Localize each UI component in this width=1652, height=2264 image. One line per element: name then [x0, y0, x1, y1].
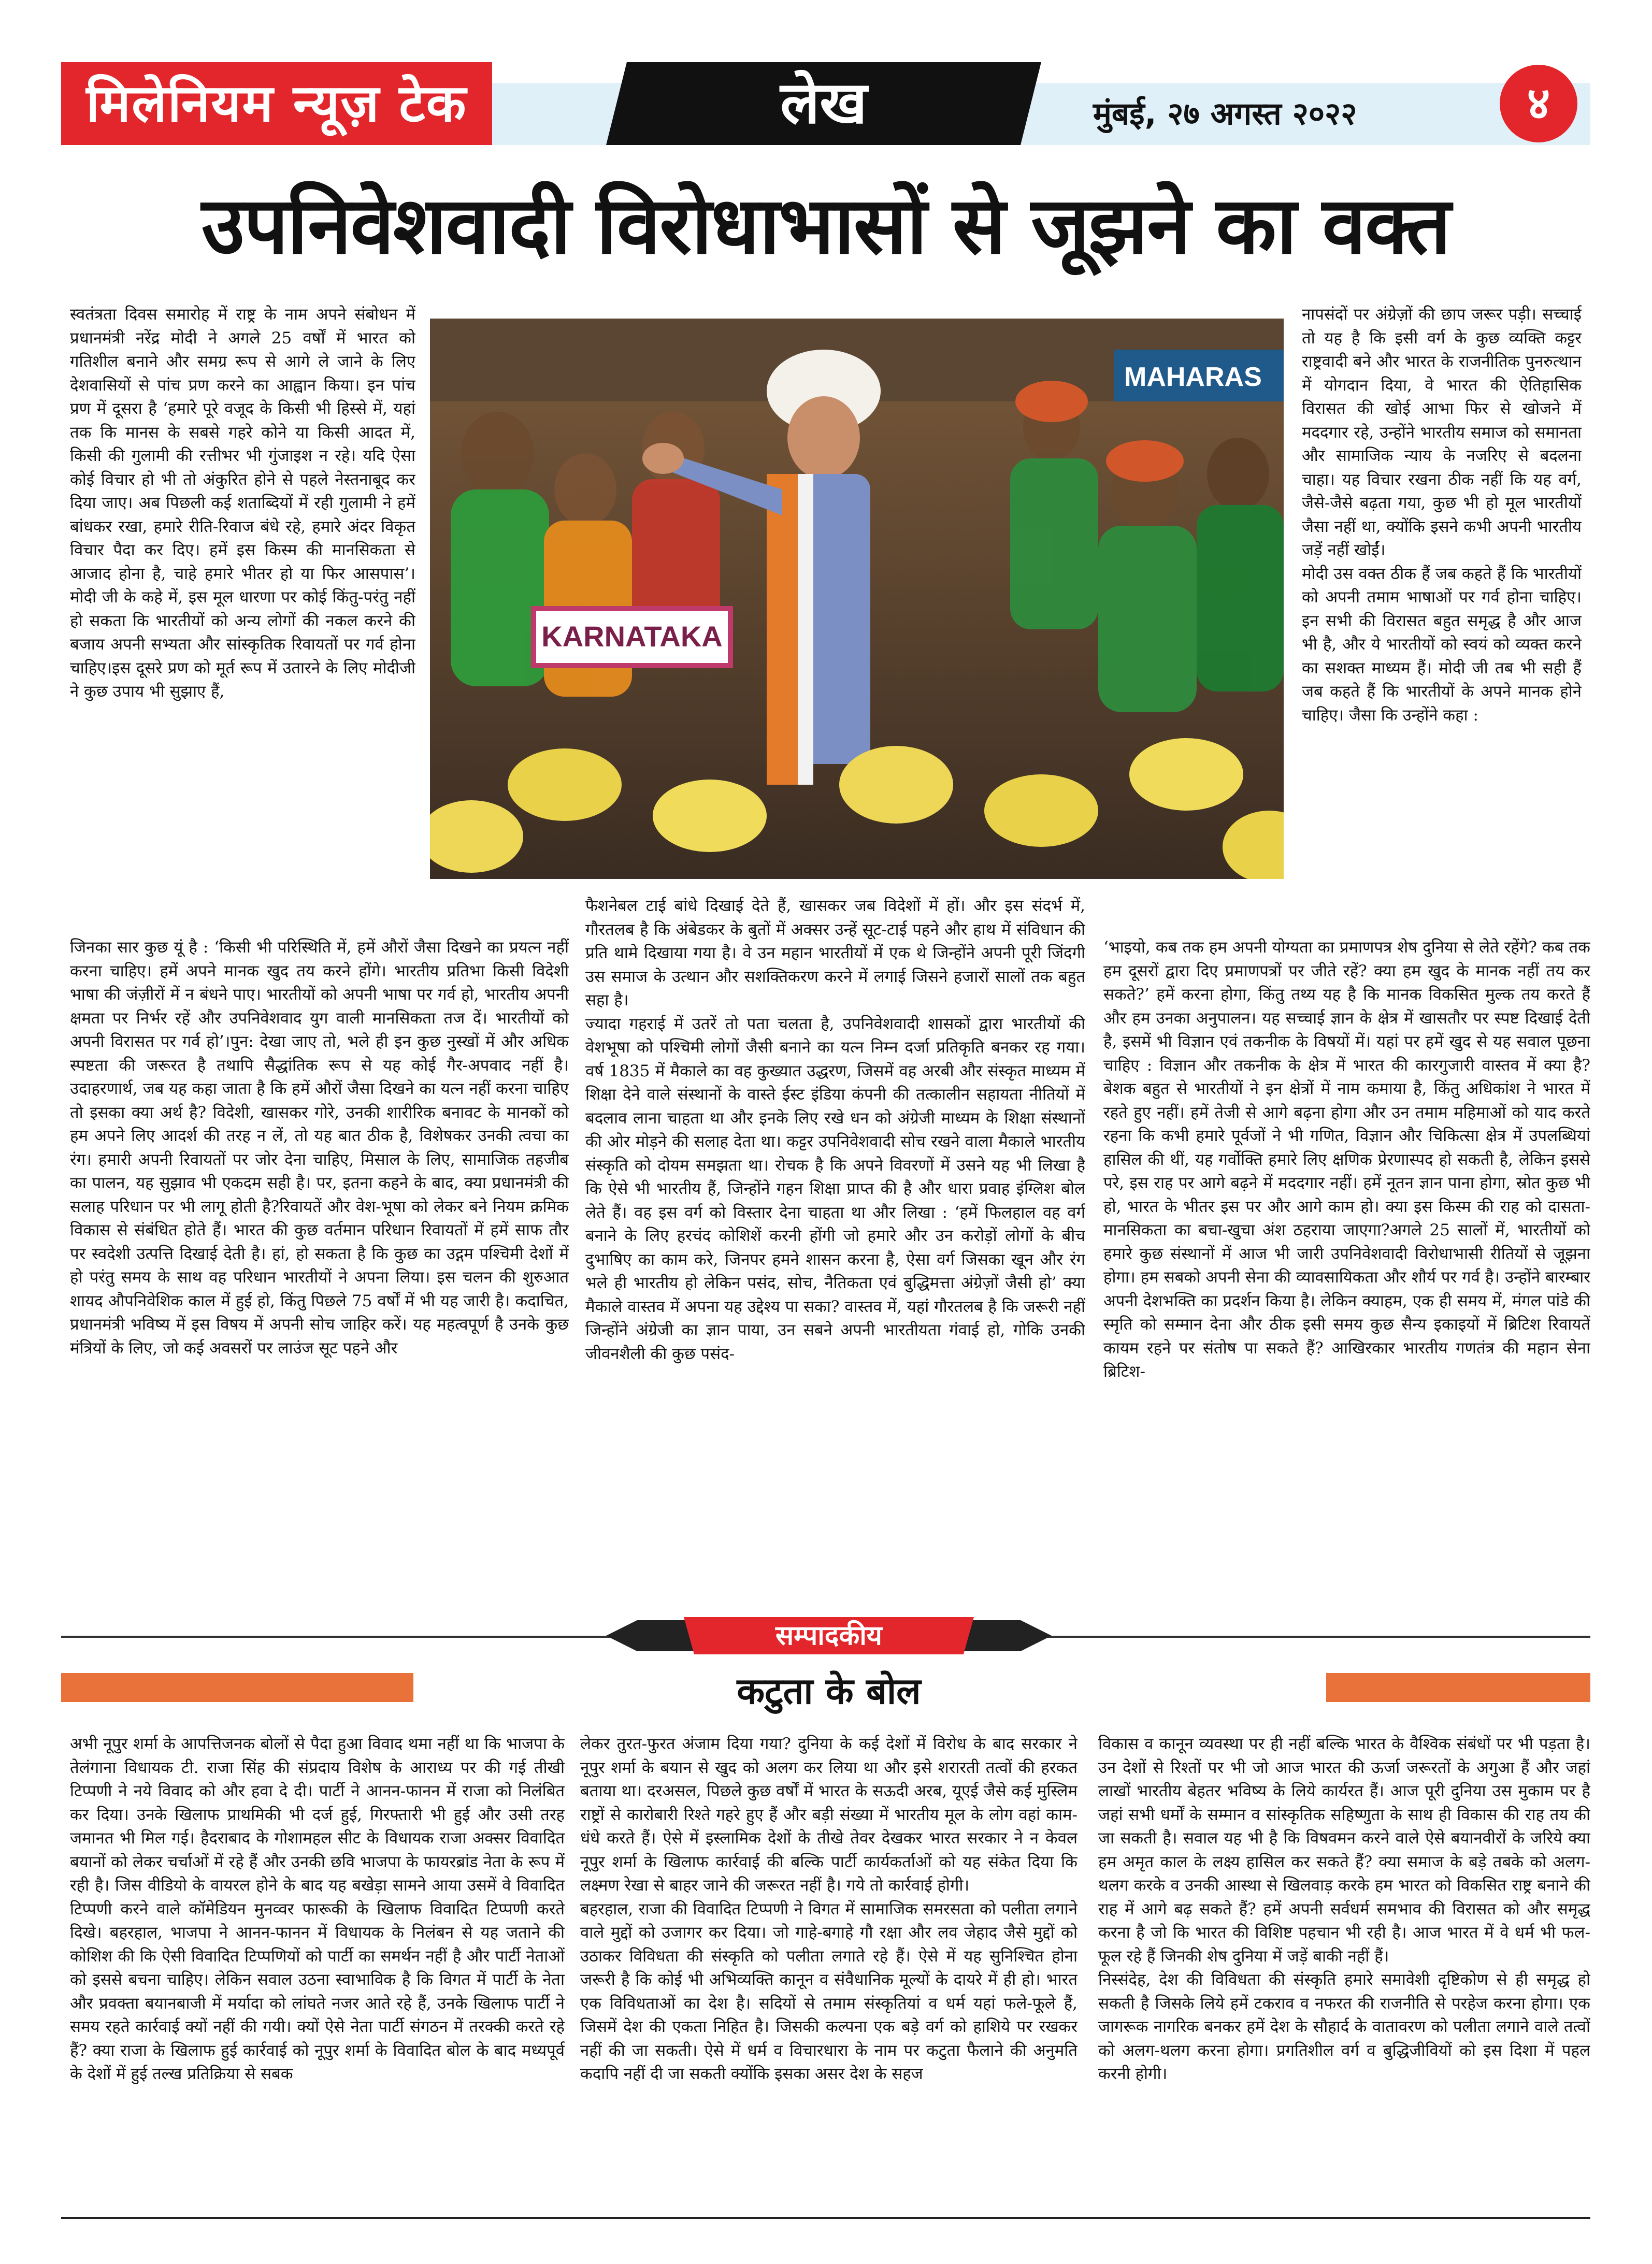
article-paragraph: मोदी उस वक्त ठीक हैं जब कहते हैं कि भारतीयों को अपनी तमाम भाषाओं पर गर्व होना चाहिए। इन सभी की विरासत बहुत समृद्ध है और आज भी है, और ये भारतीयों को स्वयं को व्यक्त करने का सशक्त माध्यम हैं। मोदी जी तब भी सही हैं जब कहते हैं कि भारतीयों के अपने मानक होने चाहिए। जैसा कि उन्होंने कहा : — [1302, 564, 1582, 725]
article-column-1-top — [70, 303, 415, 936]
article-headline: उपनिवेशवादी विरोधाभासों से जूझने का वक्त — [202, 179, 1450, 271]
editorial-paragraph: अभी नूपुर शर्मा के आपत्तिजनक बोलों से पैदा हुआ विवाद थमा नहीं था कि भाजपा के तेलंगाना विधायक टी. राजा सिंह की संप्रदाय विशेष के आराध्य पर की गई तीखी टिप्पणी ने नये विवाद को और हवा दे दी। पार्टी ने आनन-फानन में राजा को निलंबित कर दिया। उनके खिलाफ प्राथमिकी भी दर्ज हुई, गिरफ्तारी भी हुई और उसी तरह जमानत भी मिल गई। हैदराबाद के गोशामहल सीट के विधायक राजा अक्सर विवादित बयानों को लेकर चर्चाओं में रहे हैं और उनकी छवि भाजपा के फायरब्रांड नेता के रूप में रही है। जिस वीडियो के वायरल होने के बाद यह बखेड़ा सामने आया उसमें वे विवादित टिप्पणी करने वाले कॉमेडियन मुनव्वर फारूकी के खिलाफ विवादित टिप्पणी करते दिखे। बहरहाल, भाजपा ने आनन-फानन में विधायक के निलंबन से यह जताने की कोशिश की कि ऐसी विवादित टिप्पणियों को पार्टी का समर्थन नहीं है और पार्टी नेताओं को इससे बचना चाहिए। लेकिन सवाल उठना स्वाभाविक है कि विगत में पार्टी के नेता और प्रवक्ता बयानबाजी में मर्यादा को लांघते नजर आते रहे हैं, उनके खिलाफ पार्टी ने समय रहते कार्रवाई क्यों नहीं की गयी। क्यों ऐसे नेता पार्टी संगठन में तरक्की करते रहे हैं? क्या राजा के खिलाफ हुई कार्रवाई को नूपुर शर्मा के विवादित बोल के बाद मध्यपूर्व के देशों में हुई तल्ख प्रतिक्रिया से सबक — [70, 1735, 565, 2083]
editorial-title: कटुता के बोल — [737, 1670, 921, 1712]
placard-karnataka: KARNATAKA — [541, 620, 723, 653]
article-column-3-bottom — [1103, 936, 1590, 1591]
article-column-1-bottom — [70, 936, 569, 1591]
section-label: लेख — [780, 69, 867, 137]
editorial-paragraph: बहरहाल, राजा की विवादित टिप्पणी ने विगत में सामाजिक समरसता को पलीता लगाने वाले मुद्दों को उजागर कर दिया। जो गाहे-बगाहे गौ रक्षा और लव जेहाद जैसे मुद्दों को उठाकर विविधता की संस्कृति को पलीता लगाते रहे हैं। ऐसे में यह सुनिश्चित होना जरूरी है कि कोई भी अभिव्यक्ति कानून व संवैधानिक मूल्यों के दायरे में ही हो। भारत एक विविधताओं का देश है। सदियों से तमाम संस्कृतियां व धर्म यहां फले-फूले हैं, जिसमें देश की एकता निहित है। जिसकी कल्पना एक बड़े वर्ग को हाशिये पर रखकर नहीं की जा सकती। ऐसे में धर्म व विचारधारा के नाम पर कटुता फैलाने की अनुमति कदापि नहीं दी जा सकती क्योंकि इसका असर देश के सहज — [580, 1899, 1078, 2083]
editorial-column-3 — [1098, 1733, 1590, 2199]
editorial-column-1 — [70, 1733, 565, 2199]
page-bottom-rule — [61, 2217, 1590, 2219]
article-paragraph: ज्यादा गहराई में उतरें तो पता चलता है, उपनिवेशवादी शासकों द्वारा भारतीयों की वेशभूषा को पश्चिमी लोगों जैसी बनाने का यत्न निम्न दर्जा प्रतिकृति बनकर रह गया। वर्ष 1835 में मैकाले का वह कुख्यात उद्धरण, जिसमें वह अरबी और संस्कृत माध्यम में शिक्षा देने वाले संस्थानों के वास्ते ईस्ट इंडिया कंपनी की तत्कालीन सहायता नीतियों में बदलाव लाना चाहता था और इनके लिए रखे धन को अंग्रेजी माध्यम के शिक्षा संस्थानों की ओर मोड़ने की सलाह देता था। कट्टर उपनिवेशवादी सोच रखने वाला मैकाले भारतीय संस्कृति को दोयम समझता था। रोचक है कि अपने विवरणों में उसने यह भी लिखा है कि ऐसे भी भारतीय हैं, जिन्होंने गहन शिक्षा प्राप्त की है और धारा प्रवाह इंग्लिश बोल लेते हैं। वह इस वर्ग को विस्तार देना चाहता था और लिखा : ‘हमें फिलहाल वह वर्ग बनाने के लिए हरचंद कोशिशें करनी होंगी जो हमारे और उन करोड़ों लोगों के बीच दुभाषिए का काम करे, जिनपर हमने शासन करना है, ऐसा वर्ग जिसका खून और रंग भले ही भारतीय हो लेकिन पसंद, सोच, नैतिकता एवं बुद्धिमत्ता अंग्रेज़ों जैसी हो’ क्या मैकाले वास्तव में अपना यह उद्देश्य पा सका? वास्तव में, यहां गौरतलब है कि जरूरी नहीं जिन्होंने अंग्रेजी का ज्ञान पाया, उन सबने अपनी भारतीयता गंवाई हो, गोकि उनकी जीवनशैली की कुछ पसंद- — [585, 1014, 1085, 1363]
photo-illustration — [430, 319, 1284, 879]
editorial-accent-bar-right — [1326, 1673, 1590, 1702]
editorial-paragraph: विकास व कानून व्यवस्था पर ही नहीं बल्कि भारत के वैश्विक संबंधों पर भी पड़ता है। उन देशों से रिश्तों पर भी जो आज भारत की ऊर्जा जरूरतों के अगुआ हैं और जहां लाखों भारतीय बेहतर भविष्य के लिये कार्यरत हैं। आज पूरी दुनिया उस मुकाम पर है जहां सभी धर्मों के सम्मान व सांस्कृतिक सहिष्णुता के साथ ही विकास की राह तय की जा सकती है। सवाल यह भी है कि विषवमन करने वाले ऐसे बयानवीरों के जरिये क्या हम अमृत काल के लक्ष्य हासिल कर सकते हैं? क्या समाज के बड़े तबके को अलग-थलग करके व उनकी आस्था से खिलवाड़ करके हम भारत को विकसित राष्ट्र बनाने की राह में आगे बढ़ सकते हैं? हमें अपनी सर्वधर्म समभाव की विरासत को और समृद्ध करना है जो कि भारत की विशिष्ट पहचान भी रही है। आज भारत में वे धर्म भी फल-फूल रहे हैं जिनकी शेष दुनिया में जड़ें बाकी नहीं हैं। — [1098, 1735, 1590, 1966]
article-paragraph: फैशनेबल टाई बांधे दिखाई देते हैं, खासकर जब विदेशों में हों। और इस संदर्भ में, गौरतलब है कि अंबेडकर के बुतों में अक्सर उन्हें सूट-टाई पहने और हाथ में संविधान की प्रति थामे दिखाया गया है। वे उन महान भारतीयों में एक थे जिन्होंने अपनी पूरी जिंदगी उस समाज के उत्थान और सशक्तिकरण करने में लगाई जिसने हजारों सालों तक बहुत सहा है। — [585, 897, 1085, 1010]
page-number-badge: ४ — [1500, 65, 1577, 142]
article-photo — [430, 319, 1284, 879]
article-paragraph: स्वतंत्रता दिवस समारोह में राष्ट्र के नाम अपने संबोधन में प्रधानमंत्री नरेंद्र मोदी ने अगले 25 वर्षों में भारत को गतिशील बनाने और समग्र रूप से आगे ले जाने के लिए देशवासियों से पांच प्रण करने का आह्वान किया। इन पांच प्रण में दूसरा है ‘हमारे पूरे वजूद के किसी भी हिस्से में, यहां तक कि मानस के सबसे गहरे कोने या किसी आदत में, किसी की गुलामी की रत्तीभर भी गुंजाइश न रहे। यदि ऐसा कोई विचार हो भी तो अंकुरित होने से पहले नेस्तनाबूद कर दिया जाए। अब पिछली कई शताब्दियों में रही गुलामी ने हमें बांधकर रखा, हमारे रीति-रिवाज बंधे रहे, हमारे अंदर विकृत विचार पैदा कर दिए। हमें इस किस्म की मानसिकता से आजाद होना है, चाहे हमारे भीतर हो या फिर आसपास’। मोदी जी के कहे में, इस मूल धारणा पर कोई किंतु-परंतु नहीं हो सकता कि भारतीयों को अन्य लोगों की नकल करने की बजाय अपनी सभ्यता और सांस्कृतिक रिवायतों पर गर्व होना चाहिए।इस दूसरे प्रण को मूर्त रूप में उतारने के लिए मोदीजी ने कुछ उपाय भी सुझाए हैं, — [70, 305, 415, 701]
article-paragraph: नापसंदों पर अंग्रेज़ों की छाप जरूर पड़ी। सच्चाई तो यह है कि इसी वर्ग के कुछ व्यक्ति कट्टर राष्ट्रवादी बने और भारत के राजनीतिक पुनरुत्थान में योगदान दिया, वे भारत की ऐतिहासिक विरासत की खोई आभा फिर से खोजने में मददगार रहे, उन्होंने भारतीय समाज को समानता और सामाजिक न्याय के नजरिए से बदलना चाहा। यह विचार रखना ठीक नहीं कि यह वर्ग, जैसे-जैसे बढ़ता गया, कुछ भी हो मूल भारतीयों जैसा नहीं था, क्योंकि इसने कभी अपनी भारतीय जड़ें नहीं खोईं। — [1302, 305, 1582, 559]
article-column-3-top — [1302, 303, 1582, 936]
article-paragraph: ‘भाइयो, कब तक हम अपनी योग्यता का प्रमाणपत्र शेष दुनिया से लेते रहेंगे? कब तक हम दूसरों द्वारा दिए प्रमाणपत्रों पर जीते रहें? क्या हम खुद के मानक नहीं तय कर सकते?’ हमें करना होगा, किंतु तथ्य यह है कि मानक विकसित मुल्क तय करते हैं और हम उनका अनुपालन। यह सच्चाई ज्ञान के क्षेत्र में खासतौर पर स्पष्ट दिखाई देती है, इसमें भी विज्ञान एवं तकनीक के विषयों में। यहां पर हमें खुद से यह सवाल पूछना चाहिए : विज्ञान और तकनीक के क्षेत्र में भारत की कारगुजारी वास्तव में क्या है? बेशक बहुत से भारतीयों ने इन क्षेत्रों में नाम कमाया है, किंतु अधिकांश ने भारत में रहते हुए नहीं। हमें तेजी से आगे बढ़ना होगा और उन तमाम महिमाओं को याद करते रहना कि कभी हमारे पूर्वजों ने भी गणित, विज्ञान और चिकित्सा क्षेत्र में उपलब्धियां हासिल की थीं, यह गर्वोक्ति हमारे लिए क्षणिक प्रेरणास्पद हो सकती है, लेकिन इससे परे, इस राह पर आगे बढ़ने में मददगार नहीं। हमें नूतन ज्ञान पाना होगा, स्रोत कुछ भी हो, भारत के भीतर इस पर और आगे काम हो। क्या इस किस्म की राह को दासता-मानसिकता का बचा-खुचा अंश ठहराया जाएगा?अगले 25 सालों में, भारतीयों को हमारे कुछ संस्थानों में आज भी जारी उपनिवेशवादी विरोधाभासी रीतियों से जूझना होगा। हम सबको अपनी सेना की व्यावसायिकता और शौर्य पर गर्व है। उन्होंने बारम्बार अपनी देशभक्ति का प्रदर्शन किया है। लेकिन क्याहम, एक ही समय में, मंगल पांडे की स्मृति को सम्मान देना और ठीक इसी समय कुछ सैन्य इकाइयों में ब्रिटिश रिवायतें कायम रहने पर संतोष पा सकते हैं? आखिरकार भारतीय गणतंत्र की महान सेना ब्रिटिश- — [1103, 938, 1590, 1381]
editorial-accent-bar-left — [61, 1673, 413, 1702]
editorial-paragraph: निस्संदेह, देश की विविधता की संस्कृति हमारे समावेशी दृष्टिकोण से ही समृद्ध हो सकती है जिसके लिये हमें टकराव व नफरत की राजनीति से परहेज करना होगा। एक जागरूक नागरिक बनकर हमें देश के सौहार्द के वातावरण को पलीता लगाने वाले तत्वों को अलग-थलग करना होगा। प्रगतिशील वर्ग व बुद्धिजीवियों को इस दिशा में पहल करनी होगी। — [1098, 1970, 1590, 2083]
article-column-2-bottom — [585, 895, 1085, 1591]
paper-logo: मिलेनियम न्यूज़ टेक — [61, 62, 492, 145]
editorial-paragraph: लेकर तुरत-फुरत अंजाम दिया गया? दुनिया के कई देशों में विरोध के बाद सरकार ने नूपुर शर्मा के बयान से खुद को अलग कर लिया था और इसे शरारती तत्वों की हरकत बताया था। दरअसल, पिछले कुछ वर्षों में भारत के सऊदी अरब, यूएई जैसे कई मुस्लिम राष्ट्रों से कारोबारी रिश्ते गहरे हुए हैं और बड़ी संख्या में भारतीय मूल के लोग वहां काम-धंधे करते हैं। ऐसे में इस्लामिक देशों के तीखे तेवर देखकर भारत सरकार ने न केवल नूपुर शर्मा के खिलाफ कार्रवाई की बल्कि पार्टी कार्यकर्ताओं को यह संकेत दिया कि लक्ष्मण रेखा से बाहर जाने की जरूरत नहीं है। गये तो कार्रवाई होगी। — [580, 1735, 1078, 1895]
issue-date: मुंबई, २७ अगस्त २०२२ — [1093, 96, 1357, 132]
article-paragraph: जिनका सार कुछ यूं है : ‘किसी भी परिस्थिति में, हमें औरों जैसा दिखने का प्रयत्न नहीं करना चाहिए। हमें अपने मानक खुद तय करने होंगे। भारतीय प्रतिभा किसी विदेशी भाषा की जंज़ीरों में न बंधने पाए। भारतीयों को अपनी भाषा पर गर्व हो, भारतीय अपनी क्षमता पर निर्भर रहें और उपनिवेशवाद युग वाली मानसिकता तज दें। भारतीयों को अपनी विरासत पर गर्व हो’।पुन: देखा जाए तो, भले ही इन कुछ नुस्खों में और अधिक स्पष्टता की जरूरत है तथापि सैद्धांतिक रूप से यह कोई गैर-अपवाद नहीं है। उदाहरणार्थ, जब यह कहा जाता है कि हमें औरों जैसा दिखने का यत्न नहीं करना चाहिए तो इसका क्या अर्थ है? विदेशी, खासकर गोरे, उनकी शारीरिक बनावट के मानकों को हम अपने लिए आदर्श की तरह न लें, तो यह बात ठीक है, विशेषकर उनकी त्वचा का रंग। हमारी अपनी रिवायतों पर जोर देना चाहिए, मिसाल के लिए, सामाजिक तहजीब का पालन, यह सुझाव भी एकदम सही है। पर, इतना कहने के बाद, क्या प्रधानमंत्री की सलाह परिधान पर भी लागू होती है?रिवायतें और वेश-भूषा को लेकर बने नियम क्रमिक विकास से संबंधित होते हैं। भारत की कुछ वर्तमान परिधान रिवायतों में हमें साफ तौर पर स्वदेशी उत्पत्ति दिखाई देती है। हां, हो सकता है कि कुछ का उद्गम पश्चिमी देशों में हो परंतु समय के साथ वह परिधान भारतीयों ने अपना लिया। इस चलन की शुरुआत शायद औपनिवेशिक काल में हुई हो, किंतु पिछले 75 वर्षों में भी यह जारी है। कदाचित, प्रधानमंत्री भविष्य में इस विषय में अपनी सोच जाहिर करें। यह महत्वपूर्ण है उनके कुछ मंत्रियों के लिए, जो कई अवसरों पर लाउंज सूट पहने और — [70, 938, 569, 1358]
editorial-column-2 — [580, 1733, 1078, 2199]
placard-maharashtra: MAHARAS — [1124, 362, 1262, 392]
editorial-label: सम्पादकीय — [775, 1620, 882, 1651]
